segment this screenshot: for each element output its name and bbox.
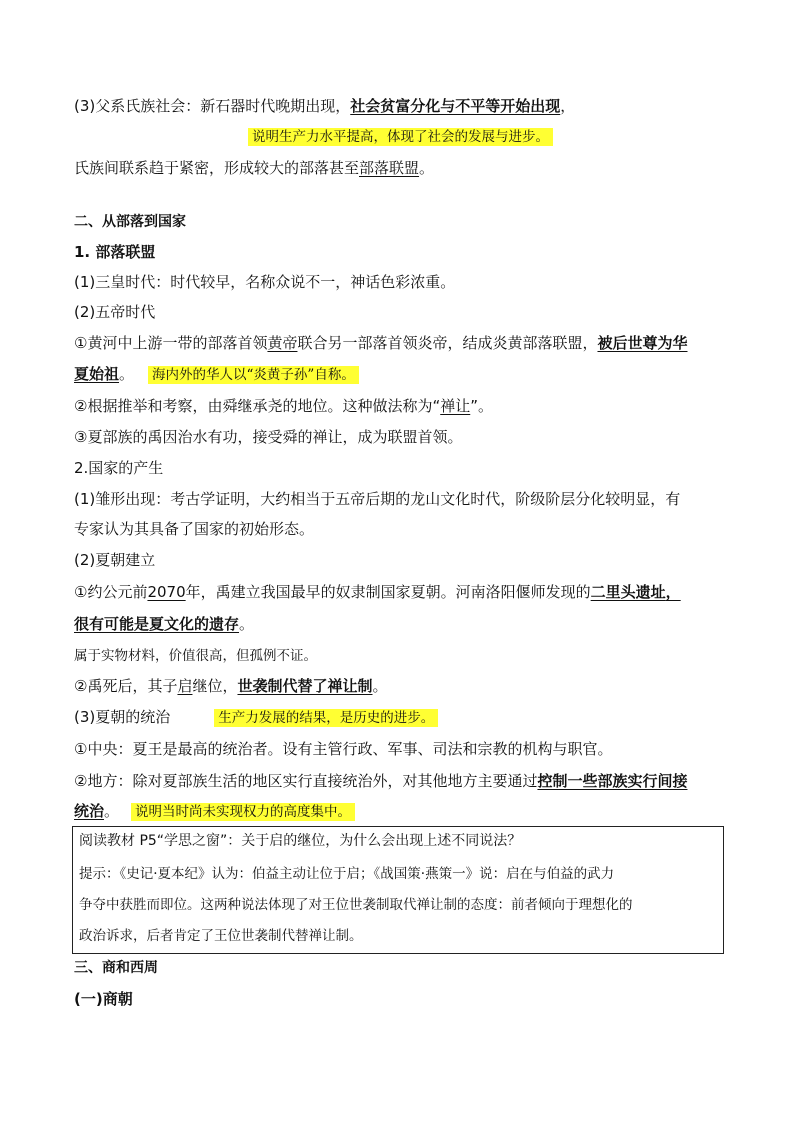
text: ①黄河中上游一带的部落首领	[74, 334, 268, 352]
paragraph: (1)雏形出现：考古学证明，大约相当于五帝后期的龙山文化时代，阶级阶层分化较明显，有	[74, 490, 681, 508]
subsection-title: 2.国家的产生	[74, 459, 164, 477]
paragraph-erlitou	[74, 614, 254, 634]
paragraph: ①中央：夏王是最高的统治者。设有主管行政、军事、司法和宗教的机构与职官。	[74, 740, 613, 758]
handwritten-note: 属于实物材料，价值很高，但孤例不证。	[74, 648, 317, 664]
text: (3)父系氏族社会：新石器时代晚期出现，	[74, 97, 351, 115]
paragraph-xia-founding	[74, 582, 681, 602]
paragraph-qi	[74, 676, 388, 696]
text: (3)夏朝的统治	[74, 708, 171, 726]
paragraph-clan	[74, 158, 434, 178]
paragraph: ③夏部族的禹因治水有功，接受舜的禅让，成为联盟首领。	[74, 428, 463, 446]
reading-box	[72, 826, 724, 954]
paragraph-huangdi	[74, 333, 688, 353]
text: ，	[560, 97, 576, 115]
box-answer-line: 争夺中获胜而即位。这两种说法体现了对王位世袭制取代禅让制的态度：前者倾向于理想化的	[79, 897, 633, 913]
text: 。	[104, 802, 120, 820]
section-title: 三、商和西周	[74, 960, 158, 976]
text: ，	[665, 583, 681, 601]
key-point: 控制一些部族实行间接	[537, 772, 688, 790]
paragraph: 专家认为其具备了国家的初始形态。	[74, 520, 315, 538]
box-question: 阅读教材 P5“学思之窗”：关于启的继位，为什么会出现上述不同说法？	[79, 833, 522, 849]
key-point: 被后世尊为华	[597, 334, 688, 352]
text: 联合另一部落首领炎帝，结成炎黄部落联盟，	[297, 334, 598, 352]
paragraph-chanrang	[74, 396, 493, 416]
key-point: 统治	[74, 802, 105, 820]
text: ①约公元前	[74, 583, 148, 601]
underlined-term: 黄帝	[267, 334, 298, 352]
text: 年，禹建立我国最早的奴隶制国家夏朝。河南洛阳偃师发现的	[185, 583, 591, 601]
paragraph: (2)夏朝建立	[74, 551, 156, 569]
text: 。	[119, 365, 135, 383]
box-answer-line: 提示：《史记·夏本纪》认为：伯益主动让位于启；《战国策·燕策一》说：启在与伯益的武力	[79, 866, 615, 882]
highlight-note: 海内外的华人以“炎黄子孙”自称。	[148, 366, 359, 384]
section-title: 二、从部落到国家	[74, 214, 186, 230]
paragraph-local-cont	[74, 801, 355, 822]
key-point: 二里头遗址	[590, 583, 666, 601]
paragraph-huangdi-cont	[74, 364, 359, 385]
paragraph-xia-rule	[74, 707, 438, 728]
key-point: 夏始祖	[74, 365, 120, 383]
underlined-term: 部落联盟	[359, 159, 420, 177]
key-point: 很有可能是夏文化的遗存	[74, 615, 240, 633]
text: ②地方：除对夏部族生活的地区实行直接统治外，对其他地方主要通过	[74, 772, 538, 790]
paragraph-patrilineal	[74, 96, 575, 116]
paragraph: (2)五帝时代	[74, 303, 156, 321]
key-point: 社会贫富分化与不平等开始出现	[350, 97, 561, 115]
paragraph-local	[74, 771, 687, 791]
text: 。	[372, 677, 388, 695]
subsection-title: 1. 部落联盟	[74, 243, 156, 261]
text: ”。	[470, 397, 494, 415]
key-point: 世袭制代替了禅让制	[237, 677, 373, 695]
box-answer-line: 政治诉求，后者肯定了王位世袭制代替禅让制。	[79, 928, 363, 944]
text: 。	[239, 615, 255, 633]
highlight-note: 说明生产力水平提高，体现了社会的发展与进步。	[248, 128, 553, 146]
underlined-term: 2070	[147, 583, 186, 601]
highlight-note: 生产力发展的结果，是历史的进步。	[214, 709, 438, 727]
subsection-title: (一)商朝	[74, 990, 133, 1008]
text: 。	[419, 159, 435, 177]
underlined-term: 禅让	[440, 397, 471, 415]
annotation-row	[248, 126, 553, 147]
text: 氏族间联系趋于紧密，形成较大的部落甚至	[74, 159, 360, 177]
text: ②根据推举和考察，由舜继承尧的地位。这种做法称为“	[74, 397, 441, 415]
paragraph: (1)三皇时代：时代较早，名称众说不一，神话色彩浓重。	[74, 273, 456, 291]
text: 继位，	[192, 677, 238, 695]
underlined-term: 启	[177, 677, 193, 695]
text: ②禹死后，其子	[74, 677, 178, 695]
highlight-note: 说明当时尚未实现权力的高度集中。	[131, 803, 355, 821]
